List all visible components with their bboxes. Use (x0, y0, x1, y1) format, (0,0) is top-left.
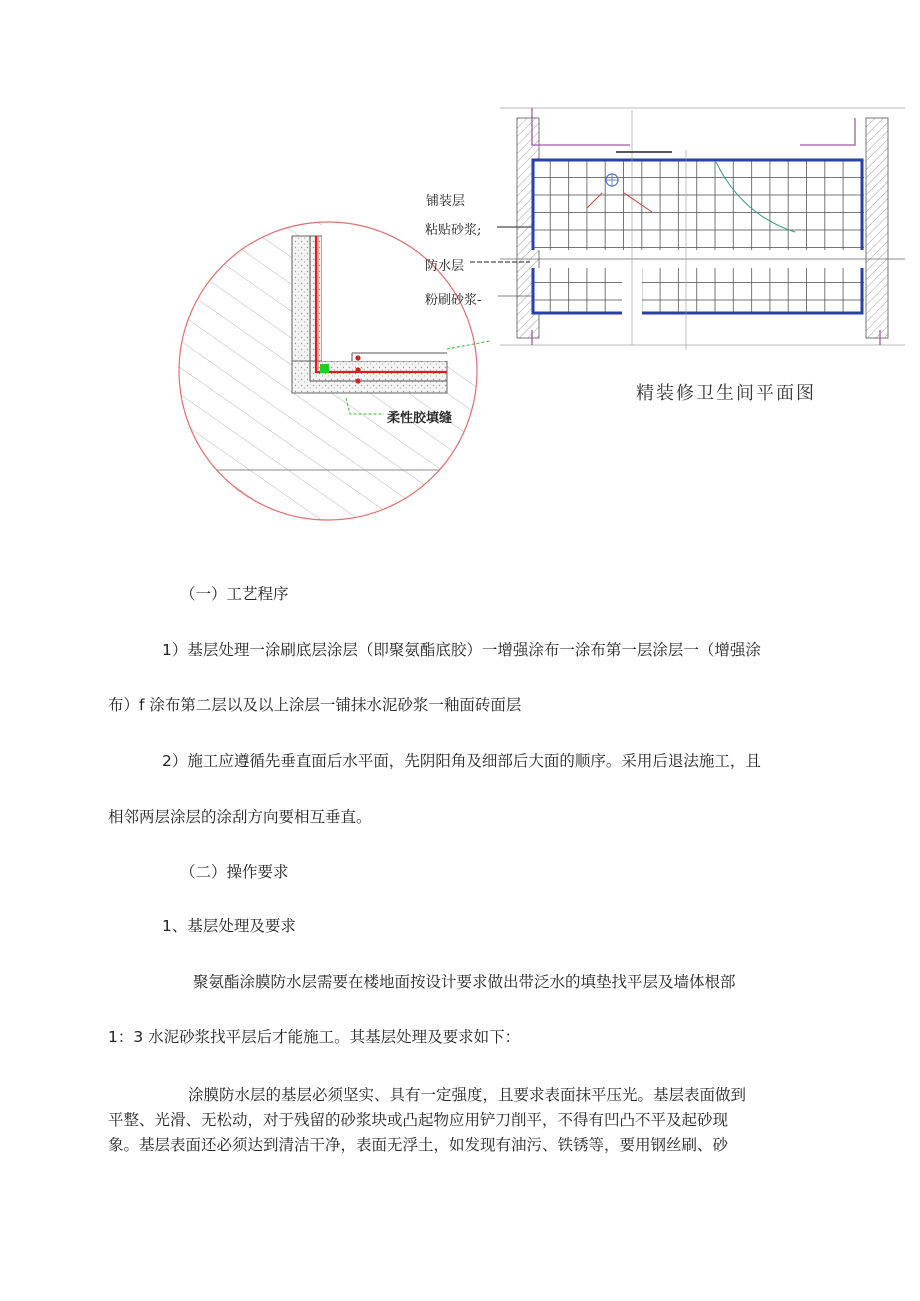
figure-caption: 精装修卫生间平面图 (636, 383, 816, 404)
sub-heading: 1、基层处理及要求 (162, 917, 296, 935)
label-paving-layer: 铺装层 (426, 194, 466, 209)
detail-figure (0, 0, 920, 530)
paragraph-3-line-1: 聚氨酯涂膜防水层需要在楼地面按设计要求做出带泛水的填垫找平层及墙体根部 (193, 973, 736, 991)
paragraph-4-line-1: 涂膜防水层的基层必须坚实、具有一定强度，且要求表面抹平压光。基层表面做到 (188, 1086, 747, 1104)
paragraph-2-line-1: 2）施工应遵循先垂直面后水平面，先阴阳角及细部后大面的顺序。采用后退法施工，且 (162, 752, 761, 770)
paragraph-4-line-3: 象。基层表面还必须达到清洁干净，表面无浮土，如发现有油污、铁锈等，要用钢丝刷、砂 (108, 1136, 729, 1154)
paragraph-2-line-2: 相邻两层涂层的涂刮方向要相互垂直。 (108, 808, 372, 826)
section-heading-2: （二）操作要求 (180, 863, 289, 881)
label-waterproof-layer: 防水层 (425, 259, 465, 274)
section-heading-1: （一）工艺程序 (180, 585, 289, 603)
paragraph-4-line-2: 平整、光滑、无松动，对于残留的砂浆块或凸起物应用铲刀削平，不得有凹凸不平及起砂现 (108, 1111, 729, 1129)
paragraph-1-line-2: 布）f 涂布第二层以及以上涂层一铺抹水泥砂浆一釉面砖面层 (108, 696, 522, 714)
paragraph-3-line-2: 1：3 水泥砂浆找平层后才能施工。其基层处理及要求如下： (108, 1028, 521, 1046)
paragraph-1-line-1: 1）基层处理一涂刷底层涂层（即聚氨酯底胶）一增强涂布一涂布第一层涂层一（增强涂 (162, 641, 761, 659)
label-bonding-mortar: 粘贴砂浆; (425, 223, 482, 238)
label-plaster-mortar: 粉刷砂浆- (425, 293, 482, 308)
joint-label: 柔性胶填缝 (387, 411, 453, 426)
bathroom-plan (470, 108, 905, 350)
